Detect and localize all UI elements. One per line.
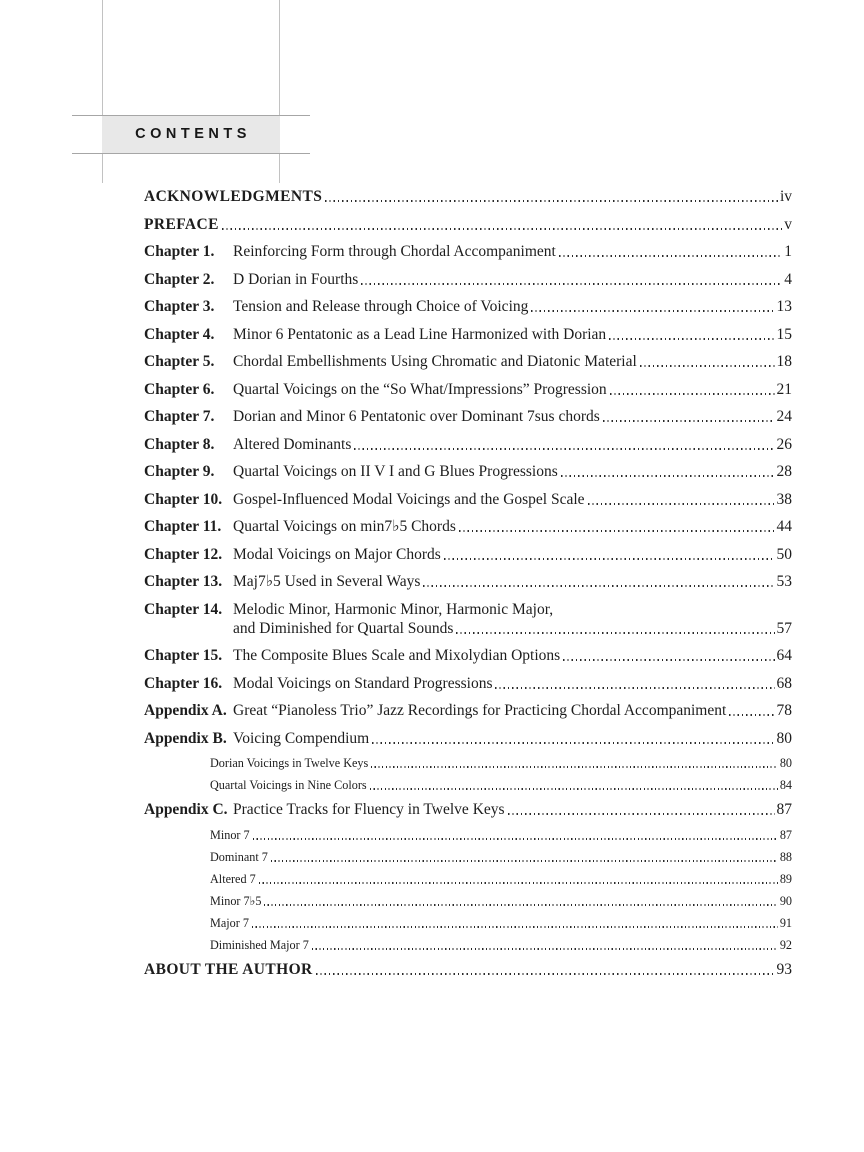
toc-entry-line	[144, 380, 792, 399]
toc-entry-line	[144, 850, 792, 865]
toc-entry-title: Modal Voicings on Standard Progressions	[233, 674, 493, 692]
toc-entry-page: 38	[776, 490, 792, 508]
toc-entry-label: Chapter 14.	[144, 600, 223, 618]
toc-entry-page: 90	[779, 893, 792, 908]
toc-leader-dots	[264, 904, 777, 906]
toc-entry-line	[144, 778, 792, 793]
toc-entry-title: Dorian and Minor 6 Pentatonic over Dominant 7sus chords	[233, 408, 600, 425]
toc-entry-line	[144, 701, 792, 720]
toc-leader-dots	[325, 200, 778, 202]
toc-entry-label: Chapter 3.	[144, 298, 215, 315]
toc-entry-line	[144, 894, 792, 909]
toc-entry-title: Major 7	[210, 915, 249, 930]
toc-entry-line	[144, 187, 792, 206]
toc-entry-page: 64	[776, 647, 792, 664]
toc-leader-dots	[459, 530, 775, 532]
toc-entry	[144, 674, 792, 693]
toc-leader-dots	[495, 687, 774, 689]
toc-leader-dots	[252, 926, 778, 928]
toc-entry-page: 18	[776, 353, 792, 370]
toc-entry-label: Chapter 9.	[144, 463, 215, 480]
toc-entry-page: 80	[779, 756, 792, 770]
toc-entry-page: 87	[779, 827, 792, 842]
toc-entry-page: 24	[776, 408, 792, 425]
toc-entry-line	[144, 828, 792, 843]
toc-entry-title: Chordal Embellishments Using Chromatic and Diatonic Material	[233, 353, 637, 370]
toc-entry-title: Quartal Voicings on min7♭5 Chords	[233, 518, 456, 535]
toc-entry-title: Diminished Major 7	[210, 937, 309, 952]
toc-entry	[144, 828, 792, 843]
toc-leader-dots	[508, 813, 775, 815]
toc-entry	[144, 297, 792, 316]
toc-entry-label: Appendix C.	[144, 801, 228, 818]
toc-entry	[144, 850, 792, 865]
toc-entry-title: Melodic Minor, Harmonic Minor, Harmonic Major,	[233, 600, 554, 618]
toc-leader-dots	[372, 742, 774, 744]
toc-entry-page: 28	[776, 463, 792, 480]
toc-entry-title: Quartal Voicings in Nine Colors	[210, 778, 367, 792]
toc-entry-page: 89	[779, 871, 792, 886]
toc-leader-dots	[610, 393, 775, 395]
toc-entry-label: Chapter 1.	[144, 243, 215, 260]
toc-leader-dots	[423, 585, 774, 587]
toc-entry	[144, 490, 792, 509]
toc-entry-title: Gospel-Influenced Modal Voicings and the Gospel Scale	[233, 490, 585, 508]
toc-entry-line	[144, 756, 792, 771]
toc-leader-dots	[563, 659, 774, 661]
toc-leader-dots	[640, 365, 775, 367]
contents-header-box	[102, 115, 280, 153]
toc-entry	[144, 872, 792, 887]
toc-entry	[144, 646, 792, 665]
header-vertical-rule-left	[102, 0, 103, 183]
header-vertical-rule-right	[279, 0, 280, 183]
toc-entry-page: 87	[776, 801, 792, 818]
toc-leader-dots	[271, 860, 778, 862]
toc-entry	[144, 407, 792, 426]
toc-entry	[144, 701, 792, 720]
toc-leader-dots	[354, 448, 774, 450]
toc-entry-title: Voicing Compendium	[233, 729, 370, 747]
toc-entry	[144, 938, 792, 953]
toc-entry	[144, 572, 792, 591]
toc-leader-dots	[361, 283, 782, 285]
toc-entry-line	[144, 729, 792, 748]
toc-entry-title: D Dorian in Fourths	[233, 270, 359, 288]
toc-entry	[144, 352, 792, 371]
toc-leader-dots	[222, 228, 782, 230]
toc-entry-title: Dominant 7	[210, 849, 268, 864]
toc-entry-title-continued: and Diminished for Quartal Sounds	[233, 619, 454, 637]
toc-entry-label: Chapter 10.	[144, 490, 223, 508]
toc-entry-line	[144, 960, 792, 979]
toc-entry-line	[144, 938, 792, 953]
toc-entry-title: Great “Pianoless Trio” Jazz Recordings for Practicing Chordal Accompaniment	[233, 702, 727, 719]
toc-entry-line	[144, 619, 792, 638]
toc-entry-label: Chapter 16.	[144, 674, 223, 692]
toc-leader-dots	[371, 766, 778, 768]
toc-leader-dots	[729, 714, 774, 716]
toc-entry-title: Minor 7♭5	[210, 893, 262, 908]
toc-entry	[144, 916, 792, 931]
toc-entry	[144, 729, 792, 748]
toc-entry	[144, 960, 792, 979]
toc-entry-page: 50	[776, 545, 792, 563]
toc-entry-line	[144, 517, 792, 536]
toc-entry-title: The Composite Blues Scale and Mixolydian Options	[233, 647, 561, 664]
toc-leader-dots	[444, 558, 775, 560]
toc-entry-page: iv	[779, 188, 792, 205]
toc-entry-line	[144, 600, 792, 619]
toc-entry-page: 92	[779, 937, 792, 952]
toc-leader-dots	[370, 788, 778, 790]
toc-entry-page: 84	[779, 778, 792, 792]
toc-entry-label: Appendix A.	[144, 702, 227, 719]
toc-entry	[144, 325, 792, 344]
header-horizontal-rule-top	[72, 115, 310, 116]
toc-entry-line	[144, 545, 792, 564]
toc-entry-title: Practice Tracks for Fluency in Twelve Keys	[233, 801, 505, 818]
toc-entry-page: v	[784, 215, 792, 233]
toc-entry-label: Chapter 2.	[144, 270, 215, 288]
toc-entry-line	[144, 297, 792, 316]
toc-entry	[144, 517, 792, 536]
toc-entry-page: 93	[776, 960, 792, 978]
toc-entry	[144, 894, 792, 909]
toc-entry-title: Quartal Voicings on II V I and G Blues Progressions	[233, 463, 558, 480]
toc-entry-title: ABOUT THE AUTHOR	[144, 960, 313, 978]
toc-entry-page: 44	[776, 518, 792, 535]
toc-leader-dots	[588, 503, 775, 505]
toc-list	[144, 187, 792, 987]
toc-entry	[144, 380, 792, 399]
toc-entry	[144, 435, 792, 454]
toc-entry-line	[144, 916, 792, 931]
toc-entry	[144, 187, 792, 206]
toc-entry-label: Chapter 15.	[144, 647, 223, 664]
toc-entry-line	[144, 407, 792, 426]
toc-entry-page: 13	[776, 298, 792, 315]
toc-entry-page: 80	[776, 729, 792, 747]
toc-entry	[144, 215, 792, 234]
toc-leader-dots	[253, 838, 778, 840]
toc-entry	[144, 800, 792, 819]
toc-entry-page: 26	[776, 435, 792, 453]
toc-entry-label: Chapter 5.	[144, 353, 215, 370]
toc-entry-page: 53	[776, 573, 792, 590]
toc-entry-page: 78	[776, 702, 792, 719]
toc-entry-label: Chapter 4.	[144, 325, 215, 343]
toc-entry-line	[144, 572, 792, 591]
toc-entry-line	[144, 800, 792, 819]
toc-entry-label: Chapter 8.	[144, 435, 215, 453]
toc-entry-page: 68	[776, 674, 792, 692]
toc-entry	[144, 545, 792, 564]
toc-entry-line	[144, 242, 792, 261]
toc-entry-label: Chapter 7.	[144, 408, 215, 425]
toc-entry	[144, 462, 792, 481]
toc-entry-line	[144, 325, 792, 344]
toc-entry	[144, 242, 792, 261]
toc-entry-label: Chapter 6.	[144, 380, 215, 398]
toc-entry-title: Minor 7	[210, 827, 250, 842]
toc-entry-page: 91	[779, 915, 792, 930]
toc-entry-title: Reinforcing Form through Chordal Accompaniment	[233, 243, 556, 260]
toc-entry-line	[144, 215, 792, 234]
toc-entry-line	[144, 872, 792, 887]
toc-entry-line	[144, 435, 792, 454]
toc-leader-dots	[561, 475, 775, 477]
toc-entry	[144, 600, 792, 638]
toc-entry-title: Minor 6 Pentatonic as a Lead Line Harmonized with Dorian	[233, 325, 607, 343]
toc-leader-dots	[559, 255, 782, 257]
toc-entry-label: Chapter 13.	[144, 573, 223, 590]
toc-entry	[144, 778, 792, 793]
toc-entry-title: Tension and Release through Choice of Voicing	[233, 298, 529, 315]
toc-leader-dots	[609, 338, 774, 340]
toc-leader-dots	[531, 310, 774, 312]
toc-entry-title: ACKNOWLEDGMENTS	[144, 188, 323, 205]
toc-entry-line	[144, 352, 792, 371]
toc-entry-page: 1	[784, 243, 792, 260]
toc-leader-dots	[316, 973, 775, 975]
toc-entry-line	[144, 270, 792, 289]
toc-entry-label: Appendix B.	[144, 729, 227, 747]
toc-entry-line	[144, 490, 792, 509]
toc-entry-label: Chapter 12.	[144, 545, 223, 563]
toc-entry-title: Quartal Voicings on the “So What/Impressions” Progression	[233, 380, 607, 398]
toc-entry-title: PREFACE	[144, 215, 219, 233]
toc-entry-page: 57	[776, 619, 792, 637]
toc-entry-title: Maj7♭5 Used in Several Ways	[233, 573, 421, 590]
toc-entry-page: 21	[776, 380, 792, 398]
header-horizontal-rule-bottom	[72, 153, 310, 154]
toc-entry-label: Chapter 11.	[144, 518, 222, 535]
toc-entry	[144, 756, 792, 771]
toc-leader-dots	[259, 882, 778, 884]
toc-leader-dots	[312, 948, 778, 950]
toc-entry-title: Modal Voicings on Major Chords	[233, 545, 441, 563]
toc-entry-page: 88	[779, 849, 792, 864]
toc-entry-title: Altered 7	[210, 871, 256, 886]
toc-entry-line	[144, 462, 792, 481]
toc-entry-line	[144, 674, 792, 693]
toc-leader-dots	[603, 420, 775, 422]
toc-entry-page: 15	[776, 325, 792, 343]
toc-leader-dots	[456, 632, 774, 634]
page-title: CONTENTS	[135, 126, 251, 142]
toc-entry-page: 4	[784, 270, 792, 288]
toc-entry-title: Altered Dominants	[233, 435, 352, 453]
toc-entry-line	[144, 646, 792, 665]
toc-entry-title: Dorian Voicings in Twelve Keys	[210, 756, 369, 770]
toc-entry	[144, 270, 792, 289]
